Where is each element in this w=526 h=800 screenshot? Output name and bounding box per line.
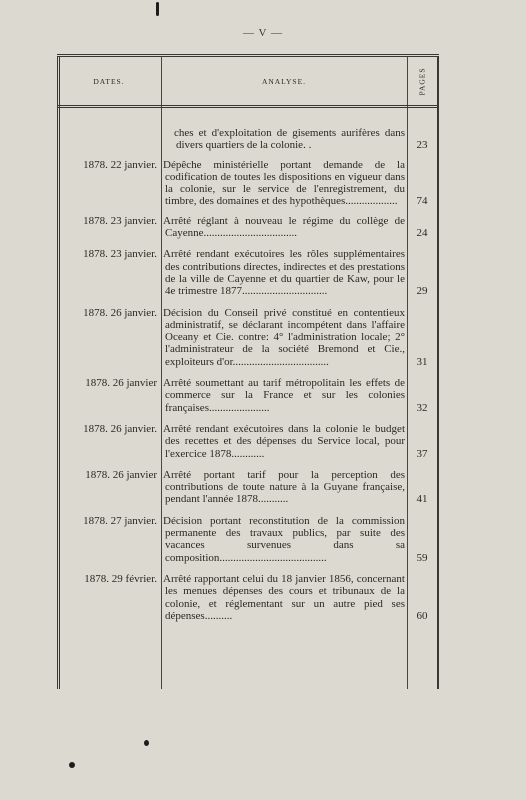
row-analysis: Dépêche ministérielle portant demande de la codification de toutes les dispositions en vigueur dans la colonie, sur le service de l'enregistrement, du timbre, des domaines et des hypothèques................... [163,158,405,208]
row-analysis: Arrêté rendant exécutoires dans la colonie le budget des recettes et des dépenses du Service local, pour l'exercice 1878............ [163,422,405,460]
row-analysis: Arrêté portant tarif pour la perception des contributions de toute nature à la Guyane française, pendant l'année 1878........... [163,468,405,506]
row-date: 1878. 26 janvier. [83,306,157,319]
row-page: 41 [416,493,428,506]
row-page: 37 [416,447,428,460]
ink-mark-top [156,2,159,16]
row-date: 1878. 27 janvier. [83,514,157,527]
header-dates: DATES. [93,77,125,86]
row-date: 1878. 23 janvier. [83,214,157,227]
row-date: 1878. 23 janvier. [83,248,157,261]
row-page: 31 [416,355,428,368]
row-date: 1878. 26 janvier [85,468,157,481]
table-row [57,307,439,368]
table-row [57,515,439,564]
row-analysis: Décision du Conseil privé constitué en contentieux administratif, se déclarant incompétent dans l'affaire Oceany et Cie. contre: 4° l'administration locale; 2° l'administrateur de la société Bremond et Cie., exploiteurs d'or................................... [163,306,405,368]
table-row [57,127,439,152]
row-page: 74 [416,195,428,208]
table-row [57,573,439,622]
row-date: 1878. 22 janvier. [83,158,157,171]
row-date: 1878. 26 janvier [85,377,157,390]
ink-spot [144,740,149,746]
header-analyse: ANALYSE. [261,77,307,86]
header-pages [407,57,437,105]
row-date: 1878. 26 janvier. [83,422,157,435]
table-row [57,377,439,414]
row-page: 24 [416,227,428,240]
index-table [57,54,439,689]
row-analysis: ches et d'exploitation de gisements aurifères dans divers quartiers de la colonie. . [174,127,405,152]
table-row [57,248,439,297]
row-page: 23 [416,139,428,152]
row-page: 29 [416,285,428,298]
table-row [57,215,439,240]
row-date: 1878. 29 février. [84,572,157,585]
row-analysis: Arrêté rapportant celui du 18 janvier 1856, concernant les menues dépenses des cours et tribunaux de la colonie, et réglementant sur un autre pied ses dépenses.......... [163,572,405,622]
row-page: 60 [416,609,428,622]
row-analysis: Décision portant reconstitution de la commission permanente des travaux publics, par suite des vacances survenues dans sa composition....................................... [163,514,405,564]
row-page: 59 [416,551,428,564]
row-analysis: Arrêté rendant exécutoires les rôles supplémentaires des contributions directes, indirectes et des prestations de la ville de Cayenne et du quartier de Kaw, pour le 4e trimestre 1877............................... [163,248,405,298]
header-pages-label: PAGES [417,66,427,96]
table-row [57,423,439,460]
table-row [57,469,439,506]
page-number: — V — [242,27,284,39]
row-analysis: Arrêté soumettant au tarif métropolitain les effets de commerce sur la France et sur les colonies françaises...................... [163,377,405,414]
table-rows [57,127,439,622]
row-page: 32 [416,401,428,414]
table-row [57,159,439,208]
table-header [57,57,439,108]
ink-spot [69,762,75,768]
row-analysis: Arrêté réglant à nouveau le régime du collège de Cayenne.................................. [163,214,405,240]
